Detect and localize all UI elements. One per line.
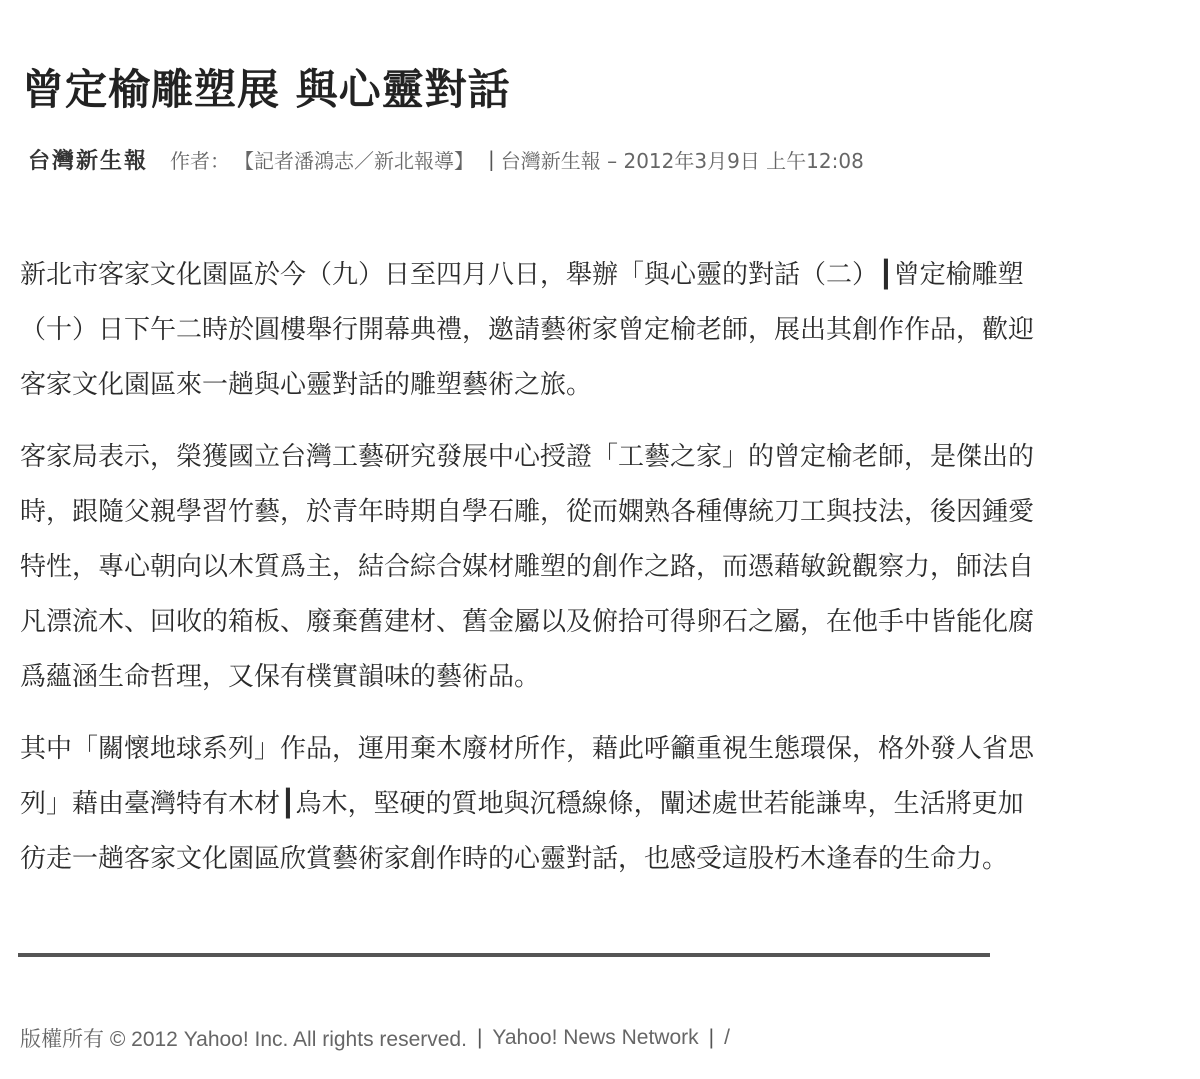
newspaper-logo: 台灣新生報 (28, 147, 149, 174)
byline-separator: | (488, 147, 495, 171)
footer-separator: | (708, 1026, 715, 1049)
paragraph-line: 彷走一趟客家文化園區欣賞藝術家創作時的心靈對話，也感受這股朽木逢春的生命力。 (20, 844, 1009, 874)
article-title: 曾定榆雕塑展 與心靈對話 (22, 65, 511, 114)
footer-divider (18, 953, 990, 957)
paragraph-3 (20, 722, 1182, 887)
copyright-text: 版權所有 © 2012 Yahoo! Inc. All rights reserved. (20, 1028, 467, 1051)
author-name: 【記者潘鴻志／新北報導】 (234, 148, 475, 173)
paragraph-line: 列」藉由臺灣特有木材┃烏木，堅硬的質地與沉穩線條，闡述處世若能謙卑，生活將更加 (20, 789, 1024, 819)
paragraph-line: 特性，專心朝向以木質爲主，結合綜合媒材雕塑的創作之路，而憑藉敏銳觀察力，師法自 (20, 552, 1035, 582)
paragraph-line: （十）日下午二時於圓樓舉行開幕典禮，邀請藝術家曾定榆老師，展出其創作作品，歡迎 (20, 315, 1035, 345)
source-date: 台灣新生報 – 2012年3月9日 上午12:08 (500, 148, 864, 173)
news-network-link[interactable]: Yahoo! News Network (492, 1026, 699, 1049)
footer (20, 1022, 730, 1054)
paragraph-line: 新北市客家文化園區於今（九）日至四月八日，舉辦「與心靈的對話（二）┃曾定榆雕塑 (20, 260, 1024, 290)
byline (28, 144, 864, 174)
paragraph-line: 凡漂流木、回收的箱板、廢棄舊建材、舊金屬以及俯拾可得卵石之屬，在他手中皆能化腐 (20, 607, 1035, 637)
paragraph-line: 爲蘊涵生命哲理，又保有樸實韻味的藝術品。 (20, 662, 541, 692)
footer-trailing-slash: / (724, 1026, 730, 1049)
paragraph-1 (20, 248, 1182, 413)
paragraph-line: 客家局表示，榮獲國立台灣工藝研究發展中心授證「工藝之家」的曾定榆老師，是傑出的 (20, 442, 1035, 472)
article-body (20, 248, 1182, 904)
paragraph-line: 時，跟隨父親學習竹藝，於青年時期自學石雕，從而嫻熟各種傳統刀工與技法，後因鍾愛 (20, 497, 1035, 527)
paragraph-line: 其中「關懷地球系列」作品，運用棄木廢材所作，藉此呼籲重視生態環保，格外發人省思 (20, 734, 1035, 764)
paragraph-line: 客家文化園區來一趟與心靈對話的雕塑藝術之旅。 (20, 370, 593, 400)
author-label: 作者： (170, 148, 231, 173)
footer-separator: | (476, 1026, 483, 1049)
paragraph-2 (20, 430, 1182, 705)
